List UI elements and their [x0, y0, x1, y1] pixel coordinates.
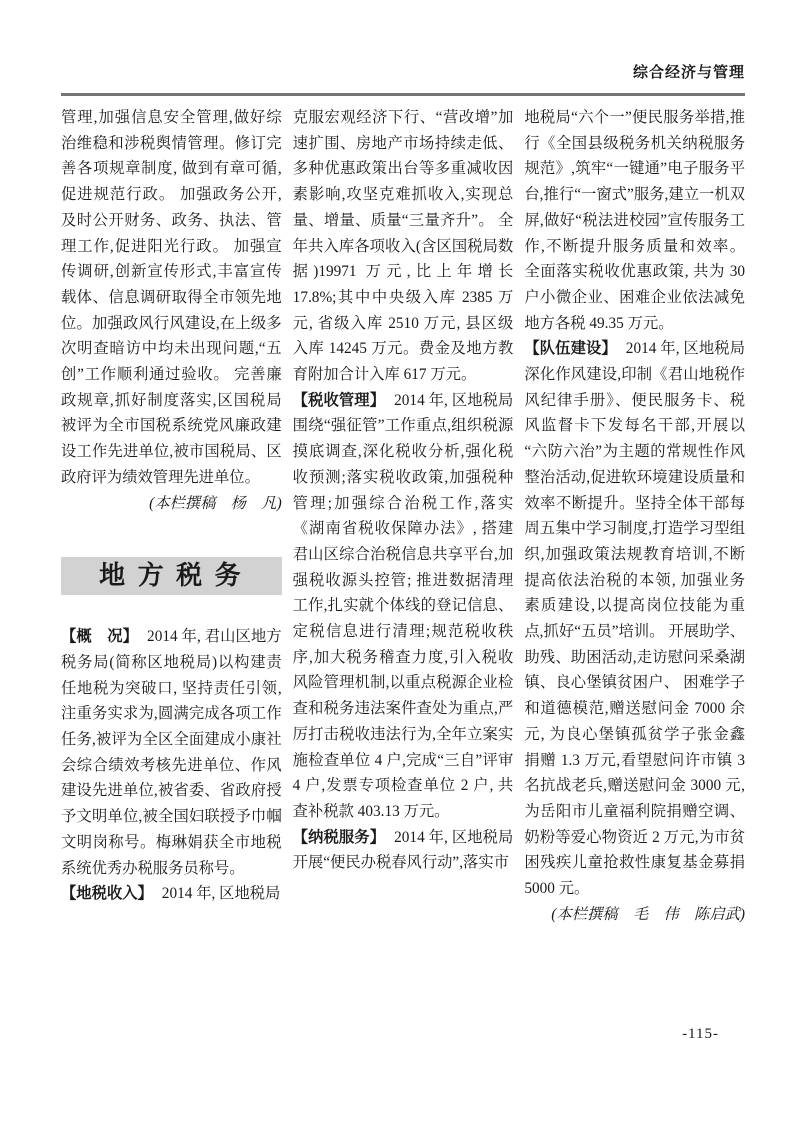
- entry-text: 2014 年, 区地税局围绕“强征管”工作重点,组织税源摸底调查,深化税收分析,强化税收预测;落实税收政策,加强税种管理;加强综合治税工作,落实《湖南省税收保障办法》, 搭建君山区综合治税信息共享平台,加强税收源头控管; 推进数据清理工作,扎实就个体线的登记信息、定税信息进行清理;规范税收秩序,加大税务稽查力度,引入税收风险管理机制,以重点税源企业检查和税务违法案件查处为重点,严厉打击税收违法行为,全年立案实施检查单位 4 户,完成“三自”评审 4 户,发票专项检查单位 2 户, 共查补税款 403.13 万元。: [292, 391, 514, 820]
- entry-overview: [61, 624, 282, 881]
- entry-text: 2014 年, 君山区地方税务局(简称区地税局)以构建责任地税为突破口, 坚持责任引领,注重务实求为,圆满完成各项工作任务,被评为全区全面建成小康社会综合绩效考核先进单位、作风建设先进单位,被省委、省政府授予文明单位,被全国妇联授予巾帼文明岗称号。梅琳娟获全市地税系统优秀办税服务员称号。: [61, 628, 282, 877]
- entry-tax-administration: [293, 388, 514, 825]
- entry-team-building: [524, 336, 745, 901]
- author-credit: (本栏撰稿 毛 伟 陈启武): [551, 905, 746, 923]
- column-layout: [61, 105, 745, 928]
- paragraph-continuation: 地税局“六个一”便民服务举措,推行《全国县级税务机关纳税服务规范》,筑牢“一键通”电子服务平台,推行“一窗式”服务,建立一机双屏,做好“税法进校园”宣传服务工作,不断提升服务质量和效率。 全面落实税收优惠政策, 共为 30 户小微企业、困难企业依法减免地方各税 49.35 万元。: [524, 109, 746, 332]
- entry-text: 2014 年, 区地税局: [161, 885, 281, 903]
- entry-label: 【纳税服务】: [292, 828, 386, 846]
- page-content: [61, 0, 745, 928]
- entry-label: 【税收管理】: [292, 391, 386, 409]
- paragraph-continuation: 管理,加强信息安全管理,做好综治维稳和涉税舆情管理。修订完善各项规章制度, 做到有章可循,促进规范行政。 加强政务公开,及时公开财务、政务、执法、管理工作,促进阳光行政。 加强宣传调研,创新宣传形式,丰富宣传载体、信息调研取得全市领先地位。加强政风行风建设,在上级多次明查暗访中均未出现问题,“五创”工作顺利通过验收。 完善廉政规章,抓好制度落实,区国税局被评为全市国税系统党风廉政建设工作先进单位,被市国税局、区政府评为绩效管理先进单位。: [61, 109, 282, 486]
- paragraph-continuation: 克服宏观经济下行、“营改增”加速扩围、房地产市场持续走低、多种优惠政策出台等多重减收因素影响,攻坚克难抓收入,实现总量、增量、质量“三量齐升”。 全年共入库各项收入(含区国税局数据)19971 万元,比上年增长 17.8%;其中中央级入库 2385 万元, 省级入库 2510 万元, 县区级入库 14245 万元。费金及地方教育附加合计入库 617 万元。: [292, 109, 514, 384]
- entry-text: 2014 年, 区地税局深化作风建设,印制《君山地税作风纪律手册》、便民服务卡、税风监督卡下发每名干部,开展以“六防六治”为主题的常规性作风整治活动,促进软环境建设质量和效率不断提升。坚持全体干部每周五集中学习制度,打造学习型组织,加强政策法规教育培训,不断提高依法治税的本领, 加强业务素质建设,以提高岗位技能为重点,抓好“五员”培训。 开展助学、助残、助困活动,走访慰问采桑湖镇、良心堡镇贫困户、 困难学子和道德模范,赠送慰问金 7000 余元, 为良心堡镇孤贫学子张金鑫捐赠 1.3 万元,看望慰问许市镇 3 名抗战老兵,赠送慰问金 3000 元, 为岳阳市儿童福利院捐赠空调、奶粉等爱心物资近 2 万元,为市贫困残疾儿童抢救性康复基金募捐 5000 元。: [524, 340, 746, 898]
- entry-label: 【概 况】: [61, 628, 139, 646]
- author-credit: (本栏撰稿 杨 凡): [149, 494, 282, 512]
- page-number: -115-: [682, 1026, 719, 1042]
- entry-label: 【队伍建设】: [524, 340, 617, 358]
- column-2: [293, 105, 514, 928]
- header-rule: [61, 93, 745, 96]
- column-3: [524, 105, 745, 928]
- entry-taxpayer-service: [293, 825, 514, 876]
- entry-label: 【地税收入】: [61, 885, 153, 903]
- running-head-title: 综合经济与管理: [632, 64, 745, 81]
- entry-text: 2014 年, 区地税局开展“便民办税春风行动”,落实市: [292, 828, 514, 872]
- entry-local-tax-revenue: [61, 881, 282, 907]
- section-title-box: [61, 557, 282, 595]
- column-1: [61, 105, 282, 928]
- section-title: 地 方 税 务: [99, 561, 244, 591]
